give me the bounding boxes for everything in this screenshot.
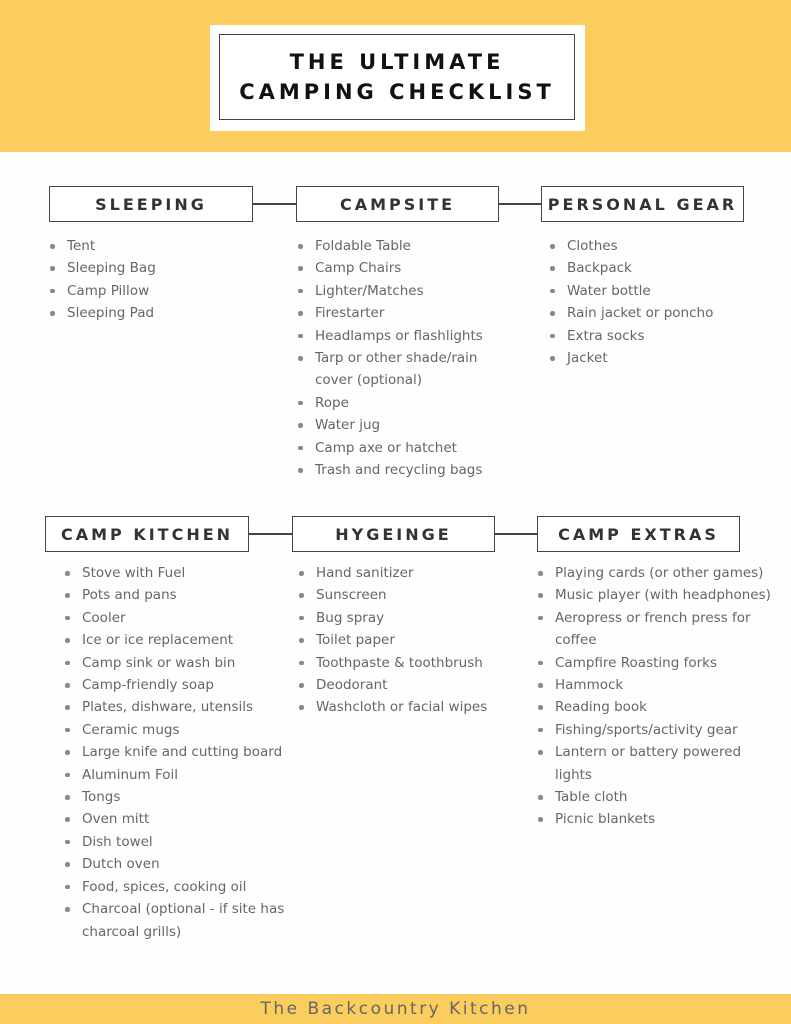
connector-line: [253, 203, 296, 205]
list-item: Pots and pans: [64, 584, 294, 606]
list-item: Extra socks: [549, 325, 779, 347]
list-item: Aeropress or french press for: [537, 607, 787, 629]
connector-line: [495, 533, 537, 535]
continuation-text: coffee: [555, 632, 597, 649]
list-item: Water jug: [297, 414, 527, 436]
list-item: Stove with Fuel: [64, 562, 294, 584]
list-item: Toilet paper: [298, 629, 528, 651]
list-item: Hand sanitizer: [298, 562, 528, 584]
list-item: Reading book: [537, 696, 787, 718]
list-item: Plates, dishware, utensils: [64, 696, 294, 718]
list-item: Music player (with headphones): [537, 584, 787, 606]
list-item: Oven mitt: [64, 808, 294, 830]
section-header-camp-kitchen: CAMP KITCHEN: [45, 516, 249, 552]
title-line-2: CAMPING CHECKLIST: [239, 80, 555, 104]
list-item: Ceramic mugs: [64, 719, 294, 741]
section-header-camp-extras: CAMP EXTRAS: [537, 516, 740, 552]
list-item: Washcloth or facial wipes: [298, 696, 528, 718]
campsite-list: [297, 235, 527, 481]
list-item: Camp Chairs: [297, 257, 527, 279]
list-item: Food, spices, cooking oil: [64, 876, 294, 898]
list-item: Tongs: [64, 786, 294, 808]
list-item: Firestarter: [297, 302, 527, 324]
list-item-continuation: [537, 764, 787, 786]
list-item: Clothes: [549, 235, 779, 257]
list-item-continuation: [64, 921, 294, 943]
list-item: Ice or ice replacement: [64, 629, 294, 651]
list-item: Aluminum Foil: [64, 764, 294, 786]
footer-band: [0, 994, 791, 1024]
continuation-text: lights: [555, 766, 592, 783]
hygiene-list: [298, 562, 528, 719]
list-item: Jacket: [549, 347, 779, 369]
list-item: Sunscreen: [298, 584, 528, 606]
camp-kitchen-list: [64, 562, 294, 943]
list-item: Camp-friendly soap: [64, 674, 294, 696]
footer-brand: The Backcountry Kitchen: [260, 999, 531, 1019]
list-item: Camp axe or hatchet: [297, 437, 527, 459]
list-item: Sleeping Pad: [49, 302, 269, 324]
list-item: Toothpaste & toothbrush: [298, 652, 528, 674]
list-item: Headlamps or flashlights: [297, 325, 527, 347]
list-item: Deodorant: [298, 674, 528, 696]
list-item: Foldable Table: [297, 235, 527, 257]
list-item: Camp Pillow: [49, 280, 269, 302]
list-item: Backpack: [549, 257, 779, 279]
list-item: Playing cards (or other games): [537, 562, 787, 584]
list-item: Lighter/Matches: [297, 280, 527, 302]
list-item: Lantern or battery powered: [537, 741, 787, 763]
list-item: Charcoal (optional - if site has: [64, 898, 294, 920]
section-header-personal-gear: PERSONAL GEAR: [541, 186, 744, 222]
list-item: Fishing/sports/activity gear: [537, 719, 787, 741]
section-header-sleeping: SLEEPING: [49, 186, 253, 222]
list-item: Dish towel: [64, 831, 294, 853]
list-item: Rain jacket or poncho: [549, 302, 779, 324]
continuation-text: cover (optional): [315, 372, 423, 389]
list-item: Sleeping Bag: [49, 257, 269, 279]
list-item: Bug spray: [298, 607, 528, 629]
camp-extras-list: [537, 562, 787, 831]
list-item: Cooler: [64, 607, 294, 629]
personal-gear-list: [549, 235, 779, 369]
list-item-continuation: [537, 629, 787, 651]
list-item: Tarp or other shade/rain: [297, 347, 527, 369]
list-item-continuation: [297, 369, 527, 391]
list-item: Picnic blankets: [537, 808, 787, 830]
list-item: Water bottle: [549, 280, 779, 302]
list-item: Dutch oven: [64, 853, 294, 875]
list-item: Trash and recycling bags: [297, 459, 527, 481]
section-header-hygiene: HYGEINGE: [292, 516, 495, 552]
list-item: Tent: [49, 235, 269, 257]
list-item: Table cloth: [537, 786, 787, 808]
list-item: Camp sink or wash bin: [64, 652, 294, 674]
list-item: Hammock: [537, 674, 787, 696]
connector-line: [499, 203, 541, 205]
list-item: Rope: [297, 392, 527, 414]
sleeping-list: [49, 235, 269, 325]
list-item: Campfire Roasting forks: [537, 652, 787, 674]
title-frame: [219, 34, 575, 120]
continuation-text: charcoal grills): [82, 923, 182, 940]
title-line-1: THE ULTIMATE: [289, 50, 505, 74]
list-item: Large knife and cutting board: [64, 741, 294, 763]
connector-line: [249, 533, 292, 535]
section-header-campsite: CAMPSITE: [296, 186, 499, 222]
